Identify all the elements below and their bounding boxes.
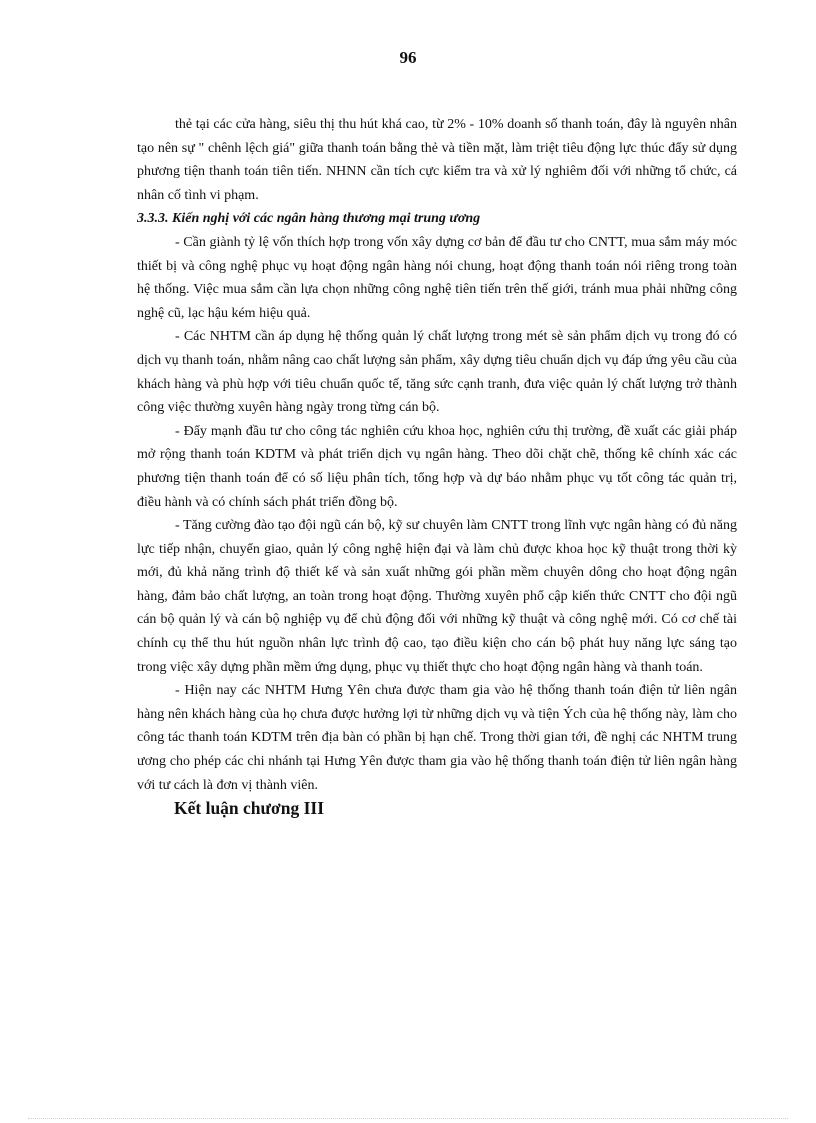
section-heading: 3.3.3. Kiến nghị với các ngân hàng thương mại trung ương	[137, 211, 481, 227]
document-body	[137, 113, 737, 821]
paragraph-quality-management: - Các NHTM cần áp dụng hệ thống quản lý chất lượng trong mét sè sản phẩm dịch vụ trong đó có dịch vụ thanh toán, nhằm nâng cao chất lượng sản phẩm, xây dựng tiêu chuẩn dịch vụ đáp ứng yêu cầu của khách hàng và phù hợp với tiêu chuẩn quốc tế, tăng sức cạnh tranh, đưa việc quản lý chất lượng trở thành công việc thường xuyên hàng ngày trong từng cán bộ.	[137, 329, 737, 416]
paragraph-research: - Đẩy mạnh đầu tư cho công tác nghiên cứu khoa học, nghiên cứu thị trường, đề xuất các giải pháp mở rộng thanh toán KDTM và phát triển dịch vụ ngân hàng. Theo dõi chặt chẽ, thống kê chính xác các phương tiện thanh toán để có số liệu phân tích, tổng hợp và dự báo nhằm phục vụ tốt công tác quản trị, điều hành và có chính sách phát triển đồng bộ.	[137, 423, 737, 510]
footer-divider	[28, 1118, 788, 1119]
conclusion-heading: Kết luận chương III	[174, 798, 325, 819]
paragraph-cntt-investment: - Cần giành tỷ lệ vốn thích hợp trong vốn xây dựng cơ bản để đầu tư cho CNTT, mua sắm máy móc thiết bị và công nghệ phục vụ hoạt động ngân hàng nói chung, hoạt động thanh toán nói riêng trong toàn hệ thống. Việc mua sắm cần lựa chọn những công nghệ tiên tiến trên thế giới, tránh mua phải những công nghệ cũ, lạc hậu kém hiệu quả.	[137, 234, 737, 321]
paragraph-interbank: - Hiện nay các NHTM Hưng Yên chưa được tham gia vào hệ thống thanh toán điện tử liên ngân hàng nên khách hàng của họ chưa được hưởng lợi từ những dịch vụ và tiện Ých của hệ thống này, làm cho công tác thanh toán KDTM trên địa bàn có phần bị hạn chế. Trong thời gian tới, đề nghị các NHTM trung ương cho phép các chi nhánh tại Hưng Yên được tham gia vào hệ thống thanh toán điện tử liên ngân hàng với tư cách là đơn vị thành viên.	[137, 683, 737, 793]
page-number: 96	[399, 48, 417, 67]
paragraph-training: - Tăng cường đào tạo đội ngũ cán bộ, kỹ sư chuyên làm CNTT trong lĩnh vực ngân hàng có đủ năng lực tiếp nhận, chuyển giao, quản lý công nghệ hiện đại và làm chủ được khoa học kỹ thuật trong thời kỳ mới, đủ khả năng trình độ thiết kế và sản xuất những gói phần mềm chuyên dông cho hoạt động ngân hàng, đảm bảo chất lượng, an toàn trong hoạt động. Thường xuyên phổ cập kiến thức CNTT cho đội ngũ cán bộ quản lý và cán bộ nghiệp vụ để chủ động đối với những kỹ thuật và công nghệ mới. Có cơ chế tài chính cụ thể thu hút nguồn nhân lực trình độ cao, tạo điều kiện cho cán bộ phát huy năng lực sáng tạo trong việc xây dựng phần mềm ứng dụng, phục vụ thiết thực cho hoạt động ngân hàng và thanh toán.	[137, 518, 737, 675]
paragraph-intro: thẻ tại các cửa hàng, siêu thị thu hút khá cao, từ 2% - 10% doanh số thanh toán, đây là nguyên nhân tạo nên sự " chênh lệch giá" giữa thanh toán bằng thẻ và tiền mặt, làm triệt tiêu động lực thúc đẩy sử dụng phương tiện thanh toán tiên tiến. NHNN cần tích cực kiểm tra và xử lý nghiêm đối với những tổ chức, cá nhân cố tình vi phạm.	[137, 117, 737, 203]
